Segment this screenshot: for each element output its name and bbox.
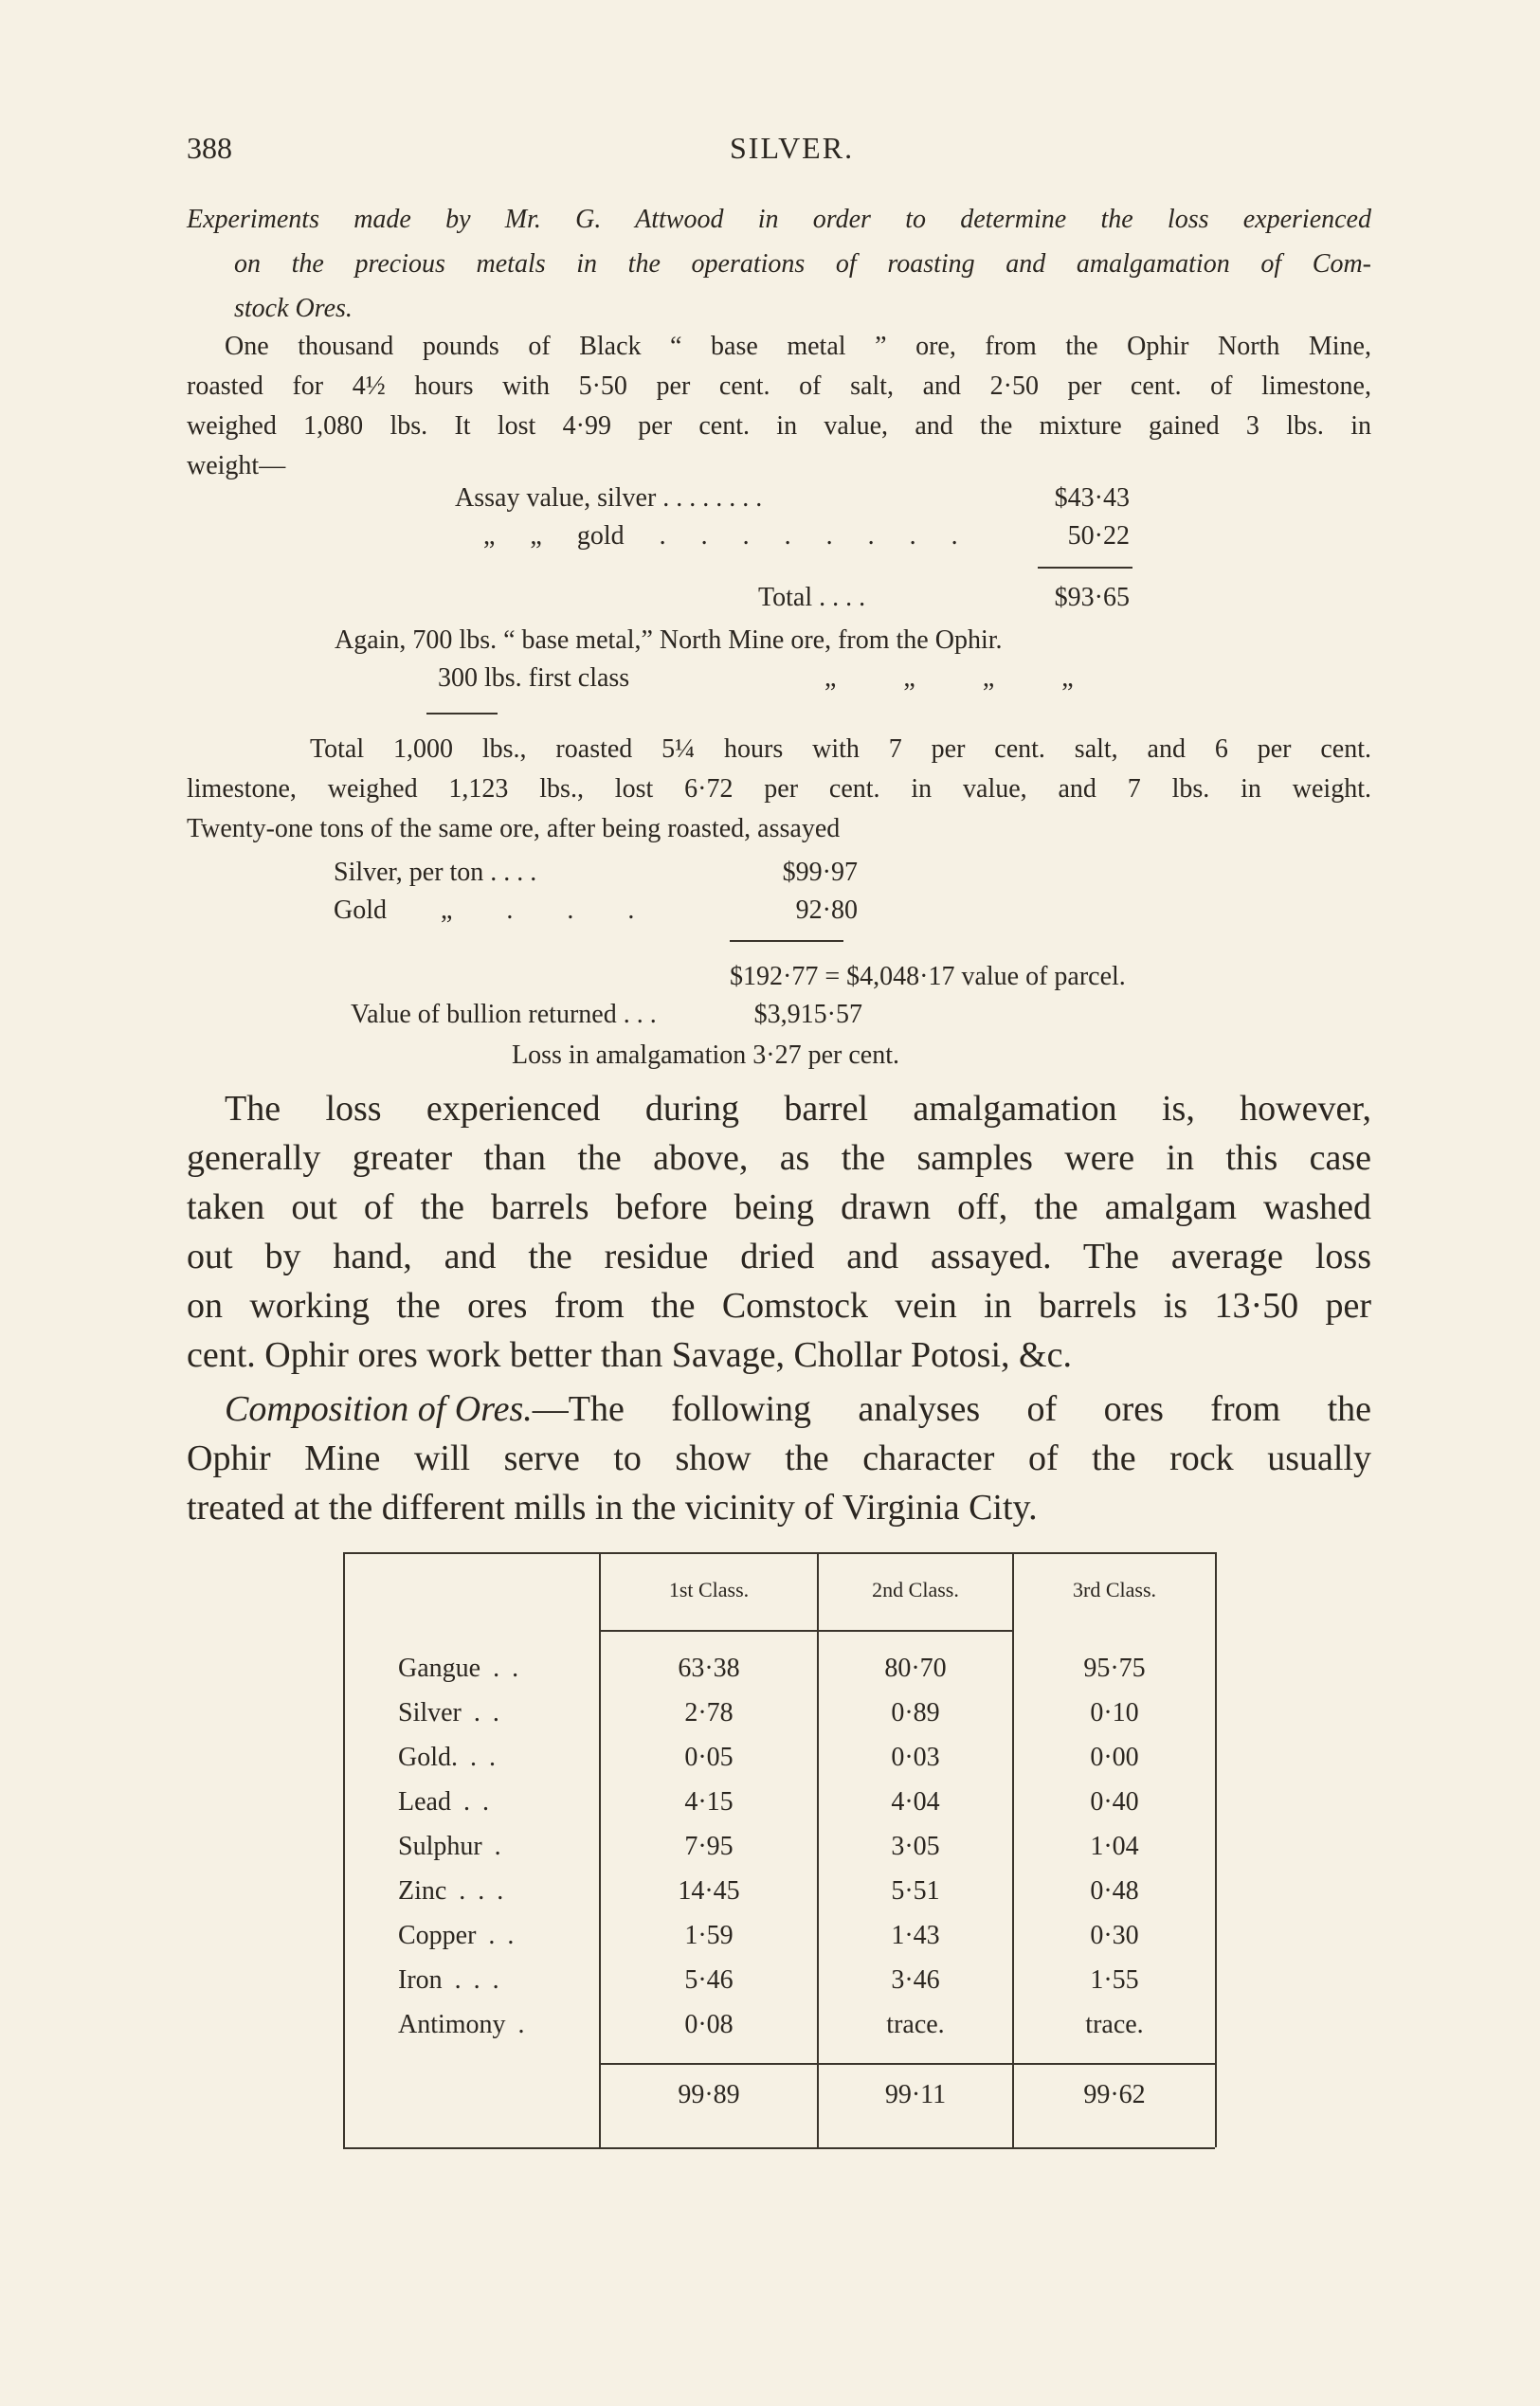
- body1-line-1: The loss experienced during barrel amalgamation is, however,: [225, 1089, 1371, 1129]
- col-header-2nd: 2nd Class.: [872, 1578, 959, 1601]
- cell-value: 1·55: [1090, 1965, 1139, 1995]
- cell-value: 0·03: [891, 1743, 940, 1772]
- cell-value: 3·46: [891, 1965, 940, 1995]
- cell-value: 0·10: [1090, 1698, 1139, 1728]
- row-label-sulphur: Sulphur .: [398, 1832, 501, 1861]
- cell-value: 0·00: [1090, 1743, 1139, 1772]
- para2-line-1: Total 1,000 lbs., roasted 5¼ hours with 7 per cent. salt, and 6 per cent.: [310, 734, 1371, 764]
- para1-line-3: weighed 1,080 lbs. It lost 4·99 per cent. in value, and the mixture gained 3 lbs. in: [187, 411, 1371, 441]
- table-header-rule: [599, 1630, 1012, 1632]
- cell-value: 5·51: [891, 1876, 940, 1906]
- assay2-silver-value: $99·97: [782, 858, 858, 887]
- cell-value: 5·46: [684, 1965, 734, 1995]
- para2-line-3: Twenty-one tons of the same ore, after being roasted, assayed: [187, 814, 841, 843]
- assay1-gold-value: 50·22: [1067, 521, 1130, 551]
- body2-line-1-rest: —The following analyses of ores from the: [532, 1389, 1371, 1429]
- cell-value: 1·43: [891, 1921, 940, 1950]
- cell-value: 1·59: [684, 1921, 734, 1950]
- cell-value: 14·45: [678, 1876, 740, 1906]
- row-label-gold: Gold. . .: [398, 1743, 496, 1772]
- row-label-antimony: Antimony .: [398, 2010, 525, 2039]
- col-header-1st: 1st Class.: [668, 1578, 750, 1601]
- para1-line-2: roasted for 4½ hours with 5·50 per cent. of salt, and 2·50 per cent. of limestone,: [187, 371, 1371, 401]
- cell-value: 4·15: [684, 1787, 734, 1817]
- cell-value: 4·04: [891, 1787, 940, 1817]
- para1-line-1: One thousand pounds of Black “ base metal ” ore, from the Ophir North Mine,: [225, 332, 1371, 361]
- para1-line-4: weight—: [187, 451, 286, 480]
- para2-line-2: limestone, weighed 1,123 lbs., lost 6·72 per cent. in value, and 7 lbs. in weight.: [187, 774, 1371, 804]
- col-header-3rd: 3rd Class.: [1073, 1578, 1156, 1601]
- running-title: SILVER.: [730, 131, 855, 165]
- experiment-title-line-3: stock Ores.: [234, 294, 353, 323]
- row-label-zinc: Zinc . . .: [398, 1876, 504, 1906]
- assay1-gold-label: „ „ gold . . . . . . . .: [483, 521, 958, 551]
- table-total-rule: [599, 2063, 1215, 2065]
- row-label-silver: Silver . .: [398, 1698, 499, 1728]
- table-right-rule: [1215, 1552, 1217, 2147]
- bullion-label: Value of bullion returned . . .: [351, 1000, 657, 1029]
- cell-value: 2·78: [684, 1698, 734, 1728]
- cell-value: 95·75: [1083, 1654, 1146, 1683]
- body1-line-3: taken out of the barrels before being drawn off, the amalgam washed: [187, 1187, 1371, 1227]
- assay1-sum-rule: [1038, 567, 1132, 569]
- assay2-sum-line: $192·77 = $4,048·17 value of parcel.: [730, 962, 1126, 991]
- body1-line-4: out by hand, and the residue dried and assayed. The average loss: [187, 1237, 1371, 1276]
- experiment-title-line-1: Experiments made by Mr. G. Attwood in order to determine the loss experienced: [187, 205, 1371, 234]
- table-left-rule: [343, 1552, 345, 2147]
- row-label-gangue: Gangue . .: [398, 1654, 519, 1683]
- cell-value: 3·05: [891, 1832, 940, 1861]
- total-1st: 99·89: [678, 2080, 740, 2109]
- cell-value: 80·70: [884, 1654, 947, 1683]
- again-line-2-dittos: „ „ „ „: [824, 663, 1074, 693]
- cell-value: 0·40: [1090, 1787, 1139, 1817]
- cell-value: 0·08: [684, 2010, 734, 2039]
- cell-value: trace.: [1085, 2010, 1144, 2039]
- cell-value: 7·95: [684, 1832, 734, 1861]
- assay1-total-label: Total . . . .: [758, 583, 866, 612]
- again-rule: [426, 713, 498, 715]
- cell-value: trace.: [886, 2010, 945, 2039]
- assay1-silver-value: $43·43: [1054, 483, 1130, 513]
- table-bottom-rule: [343, 2147, 1215, 2149]
- experiment-title-line-2: on the precious metals in the operations of roasting and amalgamation of Com-: [234, 249, 1371, 279]
- body2-line-2: Ophir Mine will serve to show the character of the rock usually: [187, 1438, 1371, 1478]
- cell-value: 1·04: [1090, 1832, 1139, 1861]
- assay1-silver-label: Assay value, silver . . . . . . . .: [455, 483, 763, 513]
- composition-heading: Composition of Ores.: [225, 1389, 533, 1429]
- total-2nd: 99·11: [884, 2080, 947, 2109]
- cell-value: 0·30: [1090, 1921, 1139, 1950]
- body1-line-5: on working the ores from the Comstock vein in barrels is 13·50 per: [187, 1286, 1371, 1326]
- loss-line: Loss in amalgamation 3·27 per cent.: [512, 1040, 899, 1070]
- again-line-1: Again, 700 lbs. “ base metal,” North Mine ore, from the Ophir.: [335, 625, 1003, 655]
- assay2-sum-rule: [730, 940, 843, 942]
- body2-line-1: [225, 1388, 1371, 1430]
- row-label-iron: Iron . . .: [398, 1965, 499, 1995]
- cell-value: 0·89: [891, 1698, 940, 1728]
- row-label-lead: Lead . .: [398, 1787, 489, 1817]
- cell-value: 0·48: [1090, 1876, 1139, 1906]
- row-label-copper: Copper . .: [398, 1921, 515, 1950]
- body1-line-2: generally greater than the above, as the samples were in this case: [187, 1138, 1371, 1178]
- body2-line-3: treated at the different mills in the vicinity of Virginia City.: [187, 1488, 1038, 1528]
- assay2-gold-label: Gold „ . . .: [334, 895, 635, 925]
- body1-line-6: cent. Ophir ores work better than Savage, Chollar Potosi, &c.: [187, 1335, 1072, 1375]
- cell-value: 0·05: [684, 1743, 734, 1772]
- page-number: 388: [187, 131, 232, 165]
- assay2-silver-label: Silver, per ton . . . .: [334, 858, 537, 887]
- total-3rd: 99·62: [1083, 2080, 1146, 2109]
- again-line-2-label: 300 lbs. first class: [438, 663, 630, 693]
- bullion-value: $3,915·57: [753, 1000, 862, 1029]
- cell-value: 63·38: [678, 1654, 740, 1683]
- table-top-rule: [343, 1552, 1215, 1554]
- assay2-gold-value: 92·80: [795, 895, 858, 925]
- assay1-total-value: $93·65: [1054, 583, 1130, 612]
